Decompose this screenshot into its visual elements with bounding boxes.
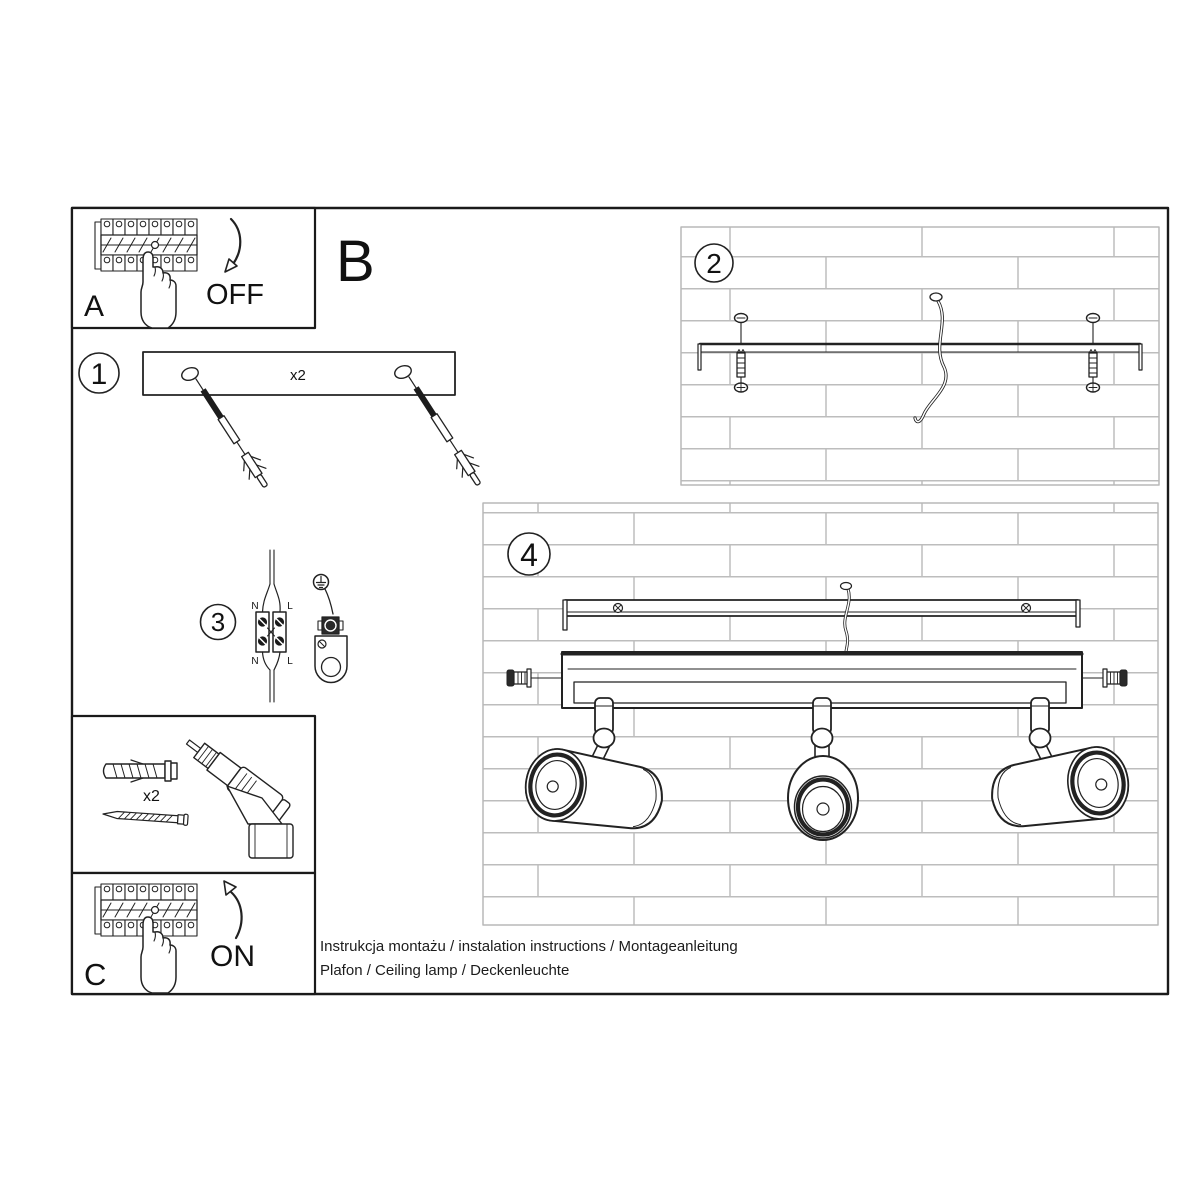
- wire-label-l-top: L: [287, 601, 293, 612]
- terminal-block: [256, 550, 286, 702]
- step-1-number: 1: [90, 358, 108, 391]
- wire-label-l-bottom: L: [287, 656, 293, 667]
- brick-wall-step2: [681, 227, 1159, 485]
- wire-label-n-top: N: [251, 601, 259, 612]
- panel-a: [72, 208, 315, 328]
- label-c: C: [84, 957, 107, 992]
- step-4-number: 4: [520, 537, 538, 573]
- step-1: [79, 352, 487, 492]
- ground-symbol-icon: [314, 575, 329, 590]
- step-1-count: x2: [290, 367, 306, 384]
- step-3: [201, 550, 348, 702]
- off-label: OFF: [206, 279, 264, 311]
- panel-c: [72, 873, 315, 994]
- tools-panel: [72, 716, 315, 873]
- tools-count: x2: [143, 788, 160, 805]
- ground-clamp: [315, 589, 347, 683]
- footer-line-1: Instrukcja montażu / instalation instructions / Montageanleitung: [320, 938, 738, 955]
- step-3-number: 3: [210, 607, 226, 637]
- section-b-label: B: [336, 229, 375, 294]
- spotlight-arm: [812, 698, 833, 762]
- spotlight-middle: [788, 756, 858, 840]
- on-label: ON: [210, 940, 255, 973]
- footer-line-2: Plafon / Ceiling lamp / Deckenleuchte: [320, 962, 570, 979]
- step-2-number: 2: [706, 248, 722, 279]
- wire-label-n-bottom: N: [251, 656, 259, 667]
- label-a: A: [84, 290, 105, 323]
